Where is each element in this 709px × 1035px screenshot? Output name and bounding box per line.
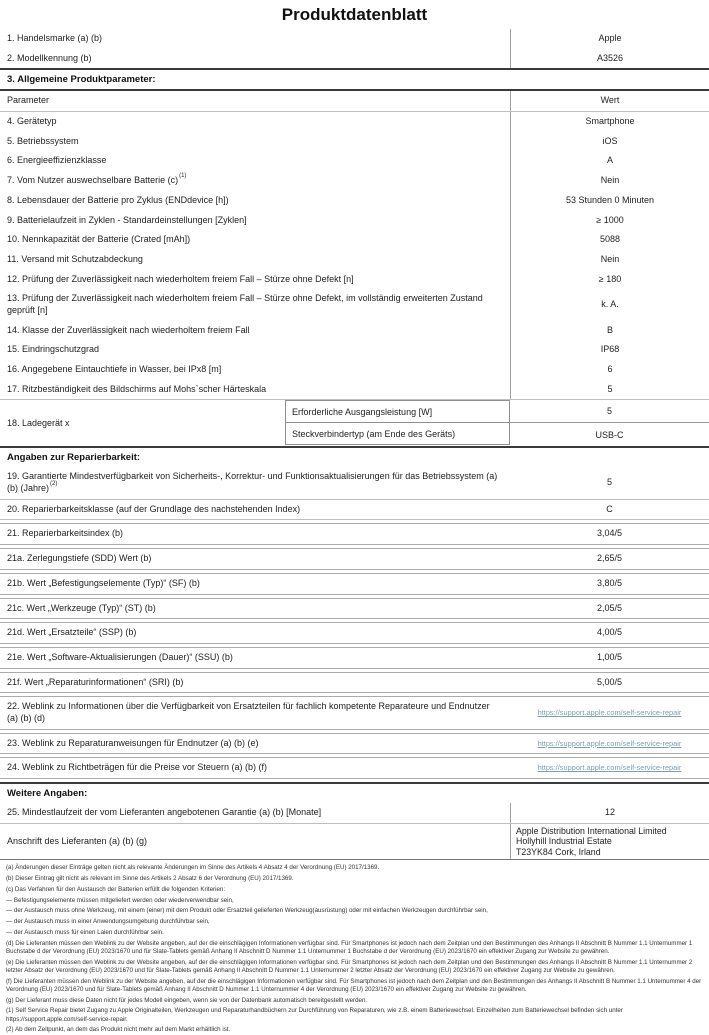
row-value: Smartphone — [510, 112, 709, 132]
row-label: 10. Nennkapazität der Batterie (Crated [mAh]) — [7, 234, 191, 245]
row-value: 2,65/5 — [596, 553, 623, 564]
row-label: 17. Ritzbeständigkeit des Bildschirms auf Mohs`scher Härteskala — [7, 383, 267, 394]
row-label: 9. Batterielaufzeit in Zyklen - Standardeinstellungen [Zyklen] — [7, 214, 247, 225]
table-row — [0, 380, 709, 400]
row-label: 16. Angegebene Eintauchtiefe in Wasser, bei IPx8 [m] — [7, 364, 222, 374]
row-value: 4,00/5 — [596, 627, 623, 638]
footnote-c: (c) Das Verfahren für den Austausch der Batterien erfüllt die folgenden Kriterien: — [6, 885, 226, 893]
table-row-weblink — [0, 757, 709, 779]
supplier-address — [510, 824, 709, 860]
footnote-g: (g) Der Lieferant muss diese Daten nicht für jedes Modell eingeben, wenn sie von der Datenbank automatisch bereitgestellt werden. — [6, 996, 368, 1004]
row-value: 5 — [510, 400, 709, 423]
table-row — [0, 467, 709, 499]
table-row — [0, 803, 709, 823]
row-value: 3,04/5 — [596, 528, 623, 539]
footnote-1: (1) Self Service Repair bietet Zugang zu Apple Originalteilen, Werkzeugen und Reparaturhandbüchern zur Durchführung von Reparaturen, wie z.B. einem Batteriewechsel. Einzelheiten zum Batteriewechsel befinden sich unter https://support.apple.com/self-service-repair. — [6, 1007, 623, 1023]
footnote-e: (e) Die Lieferanten müssen den Weblink zu der Website angeben, auf der die einschlägigen Informationen verfügbar sind. Für Smartphones ist jedoch nach dem Zeitplan und den Bestimmungen des Anhangs II Abschnitt B Nummer 1.1 Unternummer 2 letzter Absatz der Verordnung (EU) 2023/1670 und für Slate-Tablets gemäß Anhang II Abschnitt D Nummer 1.1 Unternummer 2 letzter Absatz der Verordnung (EU) 2023/1670 ein effektiver Zugang zur Website zu gewähren. — [6, 958, 693, 974]
footnote-c-item: — der Austausch muss in einer Anwendungsumgebung durchführbar sein, — [6, 918, 210, 926]
row-value: 5 — [510, 380, 709, 400]
footnote-b: (b) Dieser Eintrag gilt nicht als relevant im Sinne des Artikels 2 Absatz 6 der Verordnung (EU) 2017/1369. — [6, 875, 294, 883]
table-row — [0, 289, 709, 320]
section-header-repair: Angaben zur Reparierbarkeit: — [0, 446, 709, 467]
row-label: 21d. Wert „Ersatzteile“ (SSP) (b) — [7, 627, 137, 638]
row-label: 8. Lebensdauer der Batterie pro Zyklus (ENDdevice [h]) — [7, 194, 229, 205]
table-header-row — [0, 91, 709, 112]
table-row — [0, 151, 709, 171]
row-value: Nein — [510, 171, 709, 191]
table-row — [0, 230, 709, 250]
table-row — [0, 622, 709, 644]
row-value: Nein — [510, 250, 709, 270]
page-title: Produktdatenblatt — [281, 5, 428, 24]
footnote-c-item: — Befestigungselemente müssen mitgeliefert werden oder wiederverwendbar sein, — [6, 896, 234, 904]
row-label: 1. Handelsmarke (a) (b) — [7, 33, 103, 43]
row-label — [0, 171, 510, 191]
table-row — [0, 49, 709, 69]
table-row — [0, 191, 709, 211]
row-label: 21a. Zerlegungstiefe (SDD) Wert (b) — [7, 553, 152, 564]
footnote-2: (2) Ab dem Zeitpunkt, an dem das Produkt nicht mehr auf dem Markt erhältlich ist. — [6, 1026, 231, 1034]
table-row — [0, 500, 709, 521]
row-value: 6 — [510, 360, 709, 380]
address-line: Hollyhill Industrial Estate — [516, 836, 612, 847]
table-row — [0, 112, 709, 132]
column-header-parameter: Parameter — [7, 95, 50, 106]
column-header-wert: Wert — [510, 91, 709, 111]
row-label-text: 7. Vom Nutzer auswechselbare Batterie (c) — [7, 175, 179, 186]
row-label: 4. Gerätetyp — [7, 116, 57, 127]
row-label: 22. Weblink zu Informationen über die Verfügbarkeit von Ersatzteilen für fachlich kompetente Reparateure und Endnutzer (a) (b) (d) — [7, 701, 490, 723]
row-label: 18. Ladegerät x — [7, 418, 70, 429]
footnotes — [0, 860, 709, 1034]
row-label: Anschrift des Lieferanten (a) (b) (g) — [7, 835, 148, 846]
row-value: 5088 — [510, 230, 709, 250]
row-label: 20. Reparierbarkeitsklasse (auf der Grundlage des nachstehenden Index) — [7, 503, 301, 514]
row-value: 5,00/5 — [596, 676, 623, 687]
table-row — [0, 360, 709, 380]
section-header-more: Weitere Angaben: — [0, 782, 709, 803]
table-row — [0, 270, 709, 290]
self-service-repair-link[interactable]: https://support.apple.com/self-service-repair — [537, 763, 682, 773]
row-label: 15. Eindringschutzgrad — [7, 344, 100, 355]
table-row — [0, 29, 709, 49]
row-value: k. A. — [510, 289, 709, 320]
footnote-d: (d) Die Lieferanten müssen den Weblink zu der Website angeben, auf der die einschlägigen Informationen verfügbar sind. Für Smartphones ist jedoch nach dem Zeitplan und den Bestimmungen des Anhangs II Abschnitt B Nummer 1.1 Unternummer 1 Buchstabe d der Verordnung (EU) 2023/1670 und für Slate-Tablets gemäß Anhang II Abschnitt D Nummer 1.1 Unternummer 1 Buchstabe d der Verordnung (EU) 2023/1670 ein effektiver Zugang zur Website zu gewähren. — [6, 939, 693, 955]
row-value: 3,80/5 — [596, 577, 623, 588]
row-label: 11. Versand mit Schutzabdeckung — [7, 253, 143, 264]
row-label — [0, 467, 510, 498]
table-row — [0, 598, 709, 620]
table-row-weblink — [0, 733, 709, 755]
row-label: 23. Weblink zu Reparaturanweisungen für Endnutzer (a) (b) (e) — [7, 737, 259, 748]
table-row — [0, 573, 709, 595]
row-value: Apple — [510, 29, 709, 49]
table-row-address — [0, 823, 709, 861]
self-service-repair-link[interactable]: https://support.apple.com/self-service-repair — [537, 708, 682, 718]
table-row — [0, 672, 709, 694]
address-line: T23YK84 Cork, Irland — [516, 846, 601, 857]
row-value: ≥ 180 — [510, 270, 709, 290]
row-value: USB-C — [595, 429, 624, 440]
row-label: 21e. Wert „Software-Aktualisierungen (Dauer)“ (SSU) (b) — [7, 651, 233, 662]
row-value — [510, 758, 709, 778]
row-label: 14. Klasse der Zuverlässigkeit nach wiederholtem freiem Fall — [7, 324, 250, 335]
table-row — [0, 647, 709, 669]
row-value: A3526 — [510, 49, 709, 69]
row-label: 21. Reparierbarkeitsindex (b) — [7, 528, 124, 539]
table-row — [0, 523, 709, 545]
row-label: 25. Mindestlaufzeit der vom Lieferanten angebotenen Garantie (a) (b) [Monate] — [7, 807, 322, 817]
row-value: B — [510, 321, 709, 341]
row-value: 1,00/5 — [596, 651, 623, 662]
charger-values — [510, 400, 709, 446]
row-label: 5. Betriebssystem — [7, 135, 79, 146]
charger-sub-label: Erforderliche Ausgangsleistung [W] — [285, 400, 510, 423]
charger-sub-label: Steckverbindertyp (am Ende des Geräts) — [285, 422, 510, 445]
footnote-f: (f) Die Lieferanten müssen den Weblink zu der Website angeben, auf der die einschlägigen Informationen verfügbar sind. Für Smartphones ist jedoch nach dem Zeitplan und den Bestimmungen des Anhangs II Abschnitt B Nummer 1.1 Unternummer 4 der Verordnung (EU) 2023/1670 und für Slate-Tablets gemäß Anhang II Abschnitt D Nummer 1.1 Unternummer 4 der Verordnung (EU) 2023/1670 ein effektiver Zugang zur Website zu gewähren. — [6, 977, 702, 993]
table-row — [0, 171, 709, 191]
row-label: 6. Energieeffizienzklasse — [7, 155, 107, 166]
row-value: 2,05/5 — [596, 602, 623, 613]
table-row — [0, 250, 709, 270]
table-row-charger — [0, 399, 709, 446]
row-value — [510, 697, 709, 728]
row-label-text: 19. Garantierte Mindestverfügbarkeit von Sicherheits-, Korrektur- und Funktionsaktualisierungen für das Betriebssystem (a) (b) (Jahre) — [7, 471, 498, 494]
row-value: 12 — [510, 803, 709, 823]
row-value: iOS — [510, 132, 709, 152]
row-label: 21f. Wert „Reparaturinformationen“ (SRI) (b) — [7, 676, 184, 687]
row-value: A — [510, 151, 709, 171]
table-row — [0, 321, 709, 341]
row-label: 13. Prüfung der Zuverlässigkeit nach wiederholtem freiem Fall – Stürze ohne Defekt, im vollständig erweiterten Zustand geprüft [n] — [7, 293, 483, 315]
row-label: 2. Modellkennung (b) — [7, 52, 92, 63]
footnote-c-item: — der Austausch muss ohne Werkzeug, mit einem (einer) mit dem Produkt oder Ersatzteil gelieferten Werkzeug(ausrüstung) oder mit einfachen Werkzeugen durchführbar sein, — [6, 907, 488, 915]
row-value: ≥ 1000 — [510, 211, 709, 231]
table-row — [0, 340, 709, 360]
row-label: 21c. Wert „Werkzeuge (Typ)“ (ST) (b) — [7, 602, 156, 613]
table-row-weblink — [0, 696, 709, 729]
table-row — [0, 132, 709, 152]
section-header-general: 3. Allgemeine Produktparameter: — [0, 68, 709, 91]
table-row — [0, 548, 709, 570]
footnote-c-item: — der Austausch muss für einen Laien durchführbar sein. — [6, 928, 164, 936]
self-service-repair-link[interactable]: https://support.apple.com/self-service-repair — [537, 738, 682, 748]
footnote-superscript: (1) — [179, 173, 187, 180]
row-label: 12. Prüfung der Zuverlässigkeit nach wiederholtem freiem Fall – Stürze ohne Defekt [n] — [7, 273, 354, 284]
row-value: IP68 — [510, 340, 709, 360]
row-value: 5 — [606, 477, 612, 488]
footnote-superscript: (2) — [50, 481, 58, 488]
row-value: C — [606, 503, 613, 514]
charger-subtable — [285, 400, 510, 446]
row-label: 24. Weblink zu Richtbeträgen für die Preise vor Steuern (a) (b) (f) — [7, 762, 267, 773]
address-line: Apple Distribution International Limited — [516, 825, 667, 836]
row-value — [510, 734, 709, 754]
footnote-a: (a) Änderungen dieser Einträge gelten nicht als relevante Änderungen im Sinne des Artikels 4 Absatz 4 der Verordnung (EU) 2017/1369. — [6, 864, 380, 872]
row-label: 21b. Wert „Befestigungselemente (Typ)“ (SF) (b) — [7, 577, 200, 588]
table-row — [0, 211, 709, 231]
row-value: 53 Stunden 0 Minuten — [510, 191, 709, 211]
